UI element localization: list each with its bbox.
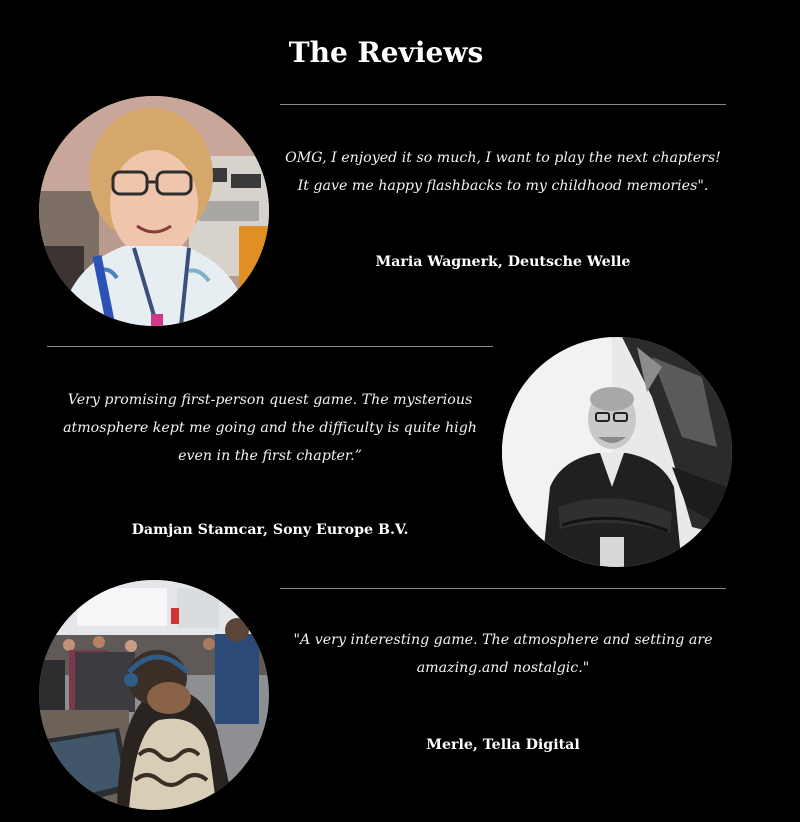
review-3-quote-line-2: amazing.and nostalgic." — [416, 660, 590, 676]
review-3-divider — [280, 588, 726, 589]
review-3-quote — [280, 626, 726, 682]
review-1-quote-line-1: OMG, I enjoyed it so much, I want to play the next chapters! — [285, 150, 721, 166]
review-2-quote-line-3: even in the first chapter.” — [178, 448, 362, 464]
review-1-quote-line-2: It gave me happy flashbacks to my childhood memories". — [297, 178, 709, 194]
review-2-divider — [47, 346, 493, 347]
review-3-author: Merle, Tella Digital — [426, 737, 580, 753]
reviewer-photo-man-arms-crossed — [502, 337, 732, 567]
review-2-quote-line-1: Very promising first-person quest game. The mysterious — [67, 392, 473, 408]
review-2-quote-line-2: atmosphere kept me going and the difficulty is quite high — [63, 420, 477, 436]
review-2-author: Damjan Stamcar, Sony Europe B.V. — [131, 522, 409, 538]
review-1-divider — [280, 104, 726, 105]
reviewer-photo-player-at-expo — [39, 580, 269, 810]
reviewer-photo-woman-glasses — [39, 96, 269, 326]
review-2-quote — [47, 386, 493, 470]
reviewer-photo-3 — [39, 580, 269, 810]
reviewer-photo-2 — [502, 337, 732, 567]
review-1-author: Maria Wagnerk, Deutsche Welle — [375, 254, 631, 270]
review-1-quote — [280, 144, 726, 200]
page-title: The Reviews — [288, 35, 484, 69]
reviewer-photo-1 — [39, 96, 269, 326]
review-3-quote-line-1: "A very interesting game. The atmosphere and setting are — [293, 632, 713, 648]
